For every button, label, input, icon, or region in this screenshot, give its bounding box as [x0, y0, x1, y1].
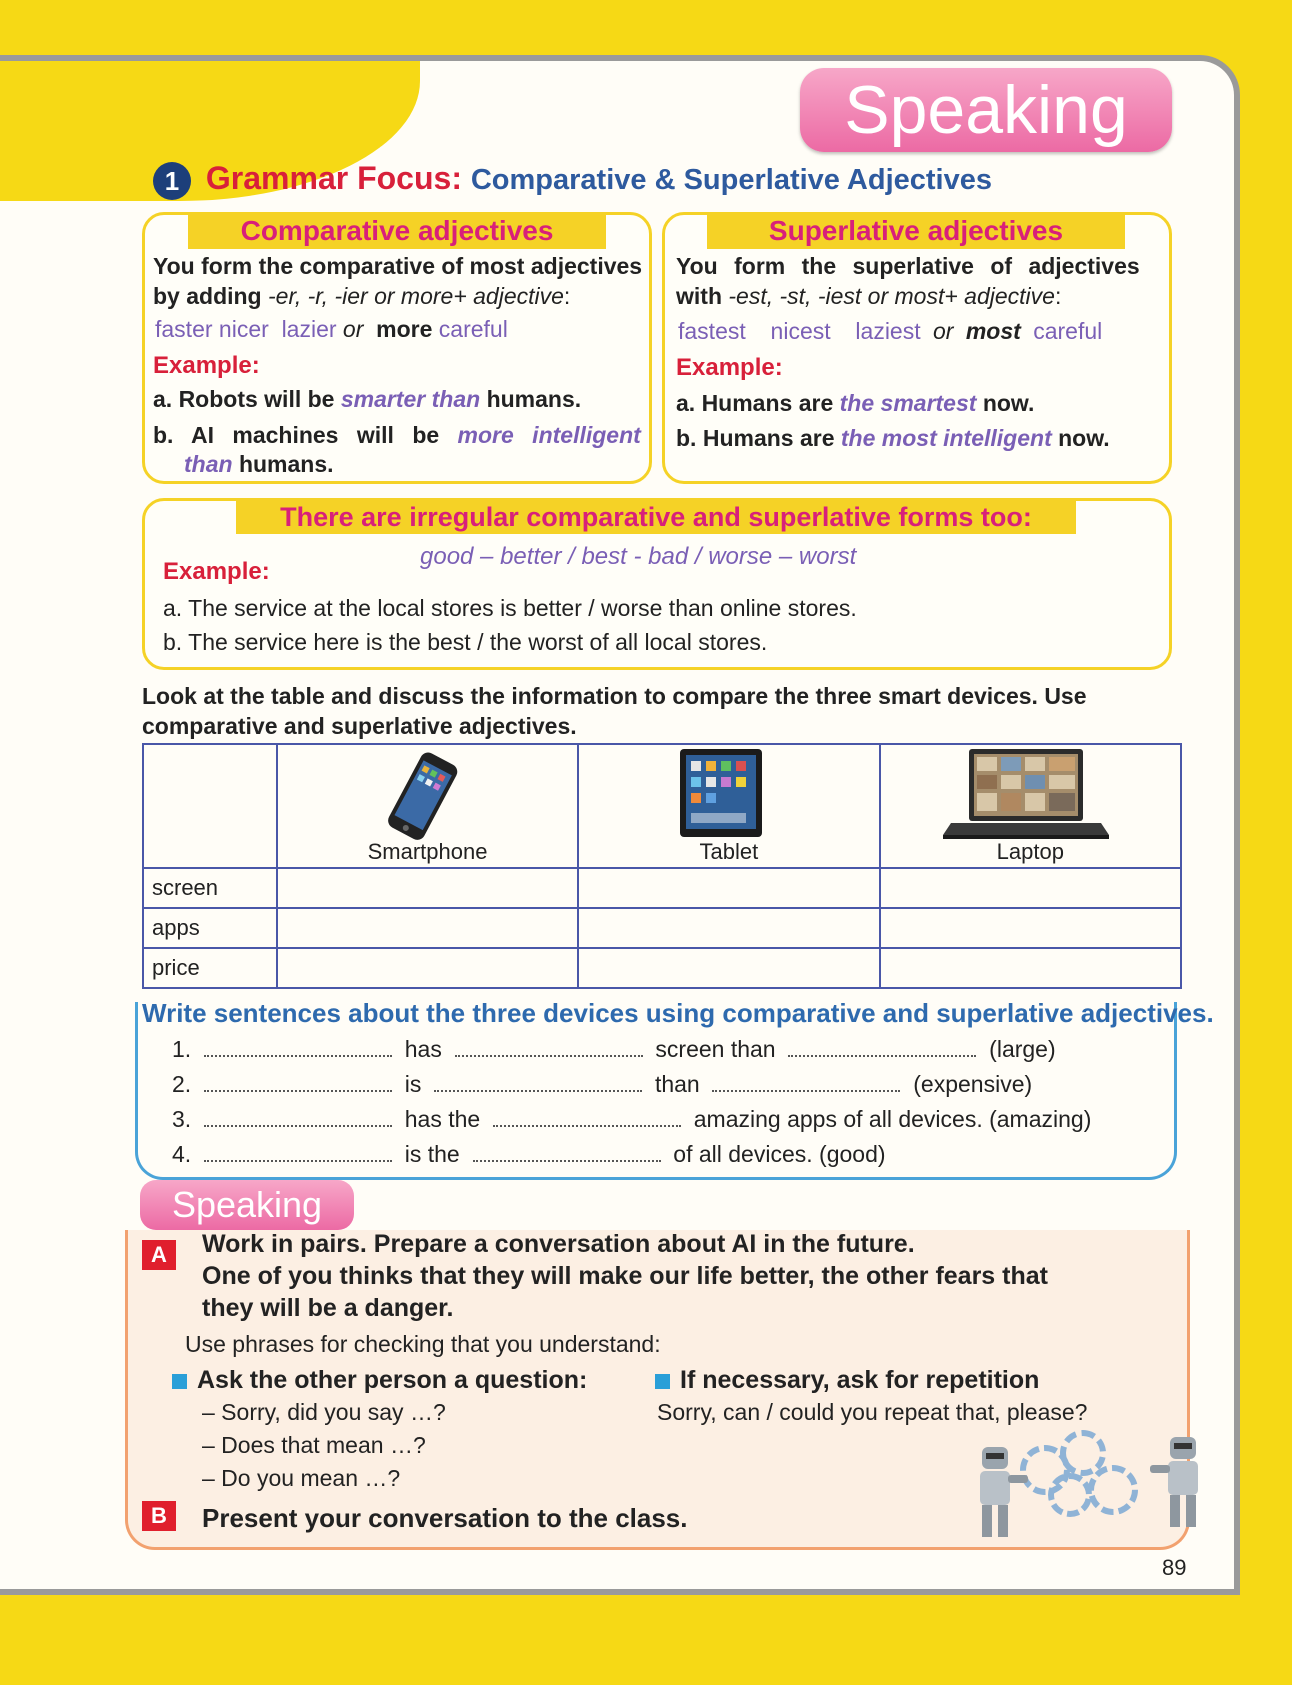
- section-number: 1: [153, 162, 191, 200]
- irregular-forms: good – better / best - bad / worse – worst: [420, 543, 857, 570]
- ask-item-3: – Do you mean …?: [202, 1465, 401, 1491]
- word-careful-sup: careful: [1033, 318, 1103, 344]
- blank-field[interactable]: [204, 1123, 392, 1127]
- writing-item-2: [172, 1071, 1032, 1098]
- item-word2: than: [654, 1071, 700, 1097]
- writing-item-3: [172, 1106, 1091, 1133]
- grammar-focus-topic: Comparative & Superlative Adjectives: [470, 164, 992, 196]
- word-nicer: nicer: [218, 316, 269, 342]
- writing-item-4: [172, 1141, 886, 1168]
- example-a-highlight: smarter than: [340, 386, 481, 412]
- rule-colon-sup: :: [1054, 283, 1062, 309]
- row-label-apps: apps: [143, 908, 277, 948]
- ask-item-1: – Sorry, did you say …?: [202, 1399, 446, 1425]
- item-number: 2.: [172, 1071, 192, 1097]
- example-a-suffix: humans.: [486, 386, 582, 412]
- item-hint: (expensive): [913, 1071, 1033, 1097]
- speaking-banner: Speaking: [800, 68, 1172, 152]
- table-row: [143, 908, 1181, 948]
- superlative-title: Superlative adjectives: [707, 213, 1125, 249]
- irregular-example-b: b. The service here is the best / the worst of all local stores.: [163, 629, 768, 655]
- word-or: or: [342, 316, 364, 342]
- item-word2: amazing apps of all devices.: [693, 1106, 983, 1132]
- item-number: 1.: [172, 1036, 192, 1062]
- sup-example-a-prefix: a. Humans are: [676, 390, 834, 416]
- comparative-example-a: [153, 386, 581, 413]
- item-word1: is: [404, 1071, 422, 1097]
- word-lazier: lazier: [281, 316, 337, 342]
- task-b-line: Present your conversation to the class.: [202, 1503, 688, 1533]
- grammar-focus-label: Grammar Focus:: [205, 160, 462, 196]
- word-laziest: laziest: [855, 318, 921, 344]
- blank-field[interactable]: [204, 1053, 392, 1057]
- robots-gears-illustration: [970, 1425, 1210, 1550]
- item-word1: is the: [404, 1141, 460, 1167]
- smartphone-image: [370, 749, 470, 845]
- page-number: 89: [1162, 1555, 1187, 1580]
- blank-field[interactable]: [455, 1053, 643, 1057]
- table-cell: [880, 908, 1181, 948]
- item-word2: screen than: [655, 1036, 776, 1062]
- laptop-cell: [880, 744, 1181, 868]
- comparative-rule-line1: You form the comparative of most adjectives: [153, 253, 643, 279]
- item-word2: of all devices.: [673, 1141, 813, 1167]
- table-cell: [578, 948, 879, 988]
- bullet-square-icon: [172, 1374, 187, 1389]
- writing-item-1: [172, 1036, 1056, 1063]
- word-careful: careful: [438, 316, 508, 342]
- bullet-square-icon: [655, 1374, 670, 1389]
- item-hint: (amazing): [989, 1106, 1092, 1132]
- phrases-intro: Use phrases for checking that you understand:: [185, 1331, 661, 1357]
- rule-suffixes-sup: -est, -st, -iest or most+ adjective: [728, 283, 1055, 309]
- task-b-badge: B: [142, 1501, 176, 1531]
- word-fastest: fastest: [678, 318, 746, 344]
- example-b-highlight: more intelligent: [457, 422, 641, 448]
- device-label-laptop: Laptop: [996, 839, 1064, 864]
- table-corner-cell: [143, 744, 277, 868]
- rule-suffixes: -er, -r, -ier or more+ adjective: [268, 283, 564, 309]
- gear-icon: [1088, 1465, 1138, 1515]
- task-a-line3: they will be a danger.: [202, 1294, 454, 1322]
- item-hint: (good): [819, 1141, 886, 1167]
- repetition-title: If necessary, ask for repetition: [680, 1366, 1040, 1394]
- repetition-item: Sorry, can / could you repeat that, please?: [657, 1399, 1088, 1425]
- word-faster: faster: [155, 316, 213, 342]
- item-word1: has the: [404, 1106, 481, 1132]
- table-cell: [880, 868, 1181, 908]
- grammar-focus-heading: [153, 160, 992, 200]
- task-a-line2: One of you thinks that they will make our life better, the other fears that: [202, 1262, 1048, 1290]
- rule-colon: :: [563, 283, 571, 309]
- item-number: 3.: [172, 1106, 192, 1132]
- repetition-heading: [655, 1366, 1039, 1395]
- sup-example-b-suffix: now.: [1058, 425, 1110, 451]
- task-a-line1: Work in pairs. Prepare a conversation about AI in the future.: [202, 1230, 915, 1258]
- speaking-subbanner: Speaking: [140, 1180, 354, 1230]
- superlative-rule-line1: You form the superlative of adjectives: [676, 253, 1140, 279]
- superlative-examples-words: [678, 318, 1102, 345]
- table-row: [143, 868, 1181, 908]
- word-or-sup: or: [933, 318, 954, 344]
- table-cell: [578, 908, 879, 948]
- superlative-example-b: [676, 425, 1110, 452]
- sup-example-b-highlight: the most intelligent: [840, 425, 1052, 451]
- table-cell: [880, 948, 1181, 988]
- item-hint: (large): [989, 1036, 1056, 1062]
- ask-item-2: – Does that mean …?: [202, 1432, 426, 1458]
- table-instruction-line1: Look at the table and discuss the information to compare the three smart devices. Use: [142, 683, 1087, 709]
- word-most: most: [965, 318, 1021, 344]
- blank-field[interactable]: [204, 1088, 392, 1092]
- table-cell: [277, 868, 578, 908]
- blank-field[interactable]: [788, 1053, 976, 1057]
- superlative-example-a: [676, 390, 1034, 417]
- example-b-than: than: [184, 451, 233, 477]
- superlative-rule-line2: [676, 283, 1061, 310]
- example-a-prefix: a. Robots will be: [153, 386, 335, 412]
- table-cell: [277, 948, 578, 988]
- row-label-screen: screen: [143, 868, 277, 908]
- table-cell: [277, 908, 578, 948]
- comparative-example-b-line2: [184, 451, 334, 478]
- word-more: more: [376, 316, 433, 342]
- robot-left-icon: [970, 1445, 1030, 1545]
- ask-question-title: Ask the other person a question:: [197, 1366, 588, 1394]
- blank-field[interactable]: [473, 1158, 661, 1162]
- sup-example-a-suffix: now.: [982, 390, 1035, 416]
- blank-field[interactable]: [434, 1088, 642, 1092]
- blank-field[interactable]: [493, 1123, 681, 1127]
- irregular-example-label: Example:: [163, 558, 270, 585]
- robot-right-icon: [1148, 1435, 1208, 1535]
- devices-table: [142, 743, 1182, 989]
- laptop-image: [941, 747, 1111, 841]
- comparative-rule-line2: [153, 283, 570, 310]
- irregular-example-a: a. The service at the local stores is better / worse than online stores.: [163, 595, 857, 621]
- device-label-smartphone: Smartphone: [367, 839, 488, 864]
- writing-title: Write sentences about the three devices using comparative and superlative adjectives.: [142, 998, 1214, 1028]
- tablet-image: [676, 747, 766, 839]
- sup-example-a-highlight: the smartest: [839, 390, 977, 416]
- comparative-title: Comparative adjectives: [188, 213, 606, 249]
- task-a-badge: A: [142, 1240, 176, 1270]
- item-number: 4.: [172, 1141, 192, 1167]
- superlative-example-label: Example:: [676, 354, 783, 381]
- table-instruction-line2: comparative and superlative adjectives.: [142, 713, 577, 739]
- blank-field[interactable]: [712, 1088, 900, 1092]
- comparative-example-label: Example:: [153, 352, 260, 379]
- gear-icon: [1048, 1473, 1092, 1517]
- table-cell: [578, 868, 879, 908]
- example-b-suffix: humans.: [238, 451, 334, 477]
- example-b-prefix: b. AI machines will be: [153, 422, 440, 448]
- word-nicest: nicest: [770, 318, 831, 344]
- tablet-cell: [578, 744, 879, 868]
- row-label-price: price: [143, 948, 277, 988]
- comparative-example-b: [153, 422, 641, 449]
- irregular-title: There are irregular comparative and superlative forms too:: [236, 500, 1076, 534]
- sup-example-b-prefix: b. Humans are: [676, 425, 835, 451]
- blank-field[interactable]: [204, 1158, 392, 1162]
- table-row: [143, 948, 1181, 988]
- comparative-examples-words: [155, 316, 508, 343]
- item-word1: has: [404, 1036, 442, 1062]
- rule-with: with: [676, 283, 722, 309]
- smartphone-cell: [277, 744, 578, 868]
- device-label-tablet: Tablet: [699, 839, 759, 864]
- rule-by-adding: by adding: [153, 283, 262, 309]
- ask-question-heading: [172, 1366, 587, 1395]
